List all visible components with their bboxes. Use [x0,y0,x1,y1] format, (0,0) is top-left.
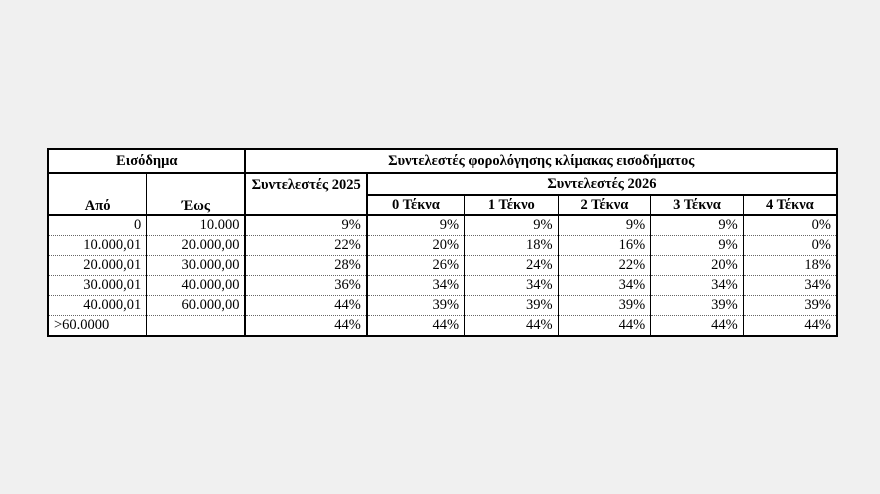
children-2-header: 2 Τέκνα [558,195,651,215]
children-3-header: 3 Τέκνα [651,195,744,215]
table-row [48,215,837,236]
rate-2026-children-1-cell: 18% [465,236,559,256]
income-to-cell: 40.000,00 [147,276,246,296]
income-to-cell: 60.000,00 [147,296,246,316]
rate-2026-children-2-cell: 22% [558,256,651,276]
income-to-cell: 30.000,00 [147,256,246,276]
rates-2025-header: Συντελεστές 2025 [245,173,366,215]
rate-2026-children-2-cell: 44% [558,316,651,337]
rate-2026-children-0-cell: 20% [367,236,465,256]
rate-2025-cell: 28% [245,256,366,276]
income-from-cell: >60.0000 [48,316,147,337]
rate-2026-children-1-cell: 44% [465,316,559,337]
tax-rates-table [47,148,838,337]
rate-2026-children-0-cell: 26% [367,256,465,276]
rates-2026-header: Συντελεστές 2026 [367,173,837,195]
rate-2025-cell: 44% [245,316,366,337]
income-from-cell: 30.000,01 [48,276,147,296]
to-header: Έως [147,173,246,215]
table-header [48,149,837,215]
rate-2026-children-0-cell: 39% [367,296,465,316]
rate-2026-children-3-cell: 44% [651,316,744,337]
rate-2026-children-1-cell: 24% [465,256,559,276]
rate-2026-children-1-cell: 34% [465,276,559,296]
rate-2026-children-3-cell: 20% [651,256,744,276]
rate-2026-children-2-cell: 16% [558,236,651,256]
income-from-cell: 40.000,01 [48,296,147,316]
rate-2026-children-4-cell: 44% [743,316,837,337]
rate-2026-children-4-cell: 0% [743,236,837,256]
income-to-cell: 10.000 [147,215,246,236]
income-to-cell [147,316,246,337]
rate-2026-children-1-cell: 9% [465,215,559,236]
rate-2025-cell: 9% [245,215,366,236]
rate-2026-children-4-cell: 39% [743,296,837,316]
rate-2025-cell: 36% [245,276,366,296]
from-header: Από [48,173,147,215]
children-4-header: 4 Τέκνα [743,195,837,215]
rate-2026-children-0-cell: 44% [367,316,465,337]
income-to-cell: 20.000,00 [147,236,246,256]
table-body [48,215,837,336]
table-row [48,256,837,276]
children-0-header: 0 Τέκνα [367,195,465,215]
table-row [48,296,837,316]
table-row [48,276,837,296]
rate-2025-cell: 44% [245,296,366,316]
rate-2026-children-4-cell: 18% [743,256,837,276]
rate-2026-children-2-cell: 34% [558,276,651,296]
income-header: Εισόδημα [48,149,245,173]
rate-2026-children-2-cell: 39% [558,296,651,316]
table-row [48,236,837,256]
rate-2026-children-3-cell: 9% [651,236,744,256]
rate-2026-children-0-cell: 9% [367,215,465,236]
income-from-cell: 10.000,01 [48,236,147,256]
rate-2026-children-3-cell: 9% [651,215,744,236]
rate-2026-children-0-cell: 34% [367,276,465,296]
income-from-cell: 20.000,01 [48,256,147,276]
table-row [48,316,837,337]
children-1-header: 1 Τέκνο [465,195,559,215]
rate-2025-cell: 22% [245,236,366,256]
rate-2026-children-3-cell: 34% [651,276,744,296]
rate-2026-children-3-cell: 39% [651,296,744,316]
rate-2026-children-2-cell: 9% [558,215,651,236]
rate-2026-children-4-cell: 0% [743,215,837,236]
rate-2026-children-4-cell: 34% [743,276,837,296]
rates-title-header: Συντελεστές φορολόγησης κλίμακας εισοδήματος [245,149,837,173]
rate-2026-children-1-cell: 39% [465,296,559,316]
income-from-cell: 0 [48,215,147,236]
